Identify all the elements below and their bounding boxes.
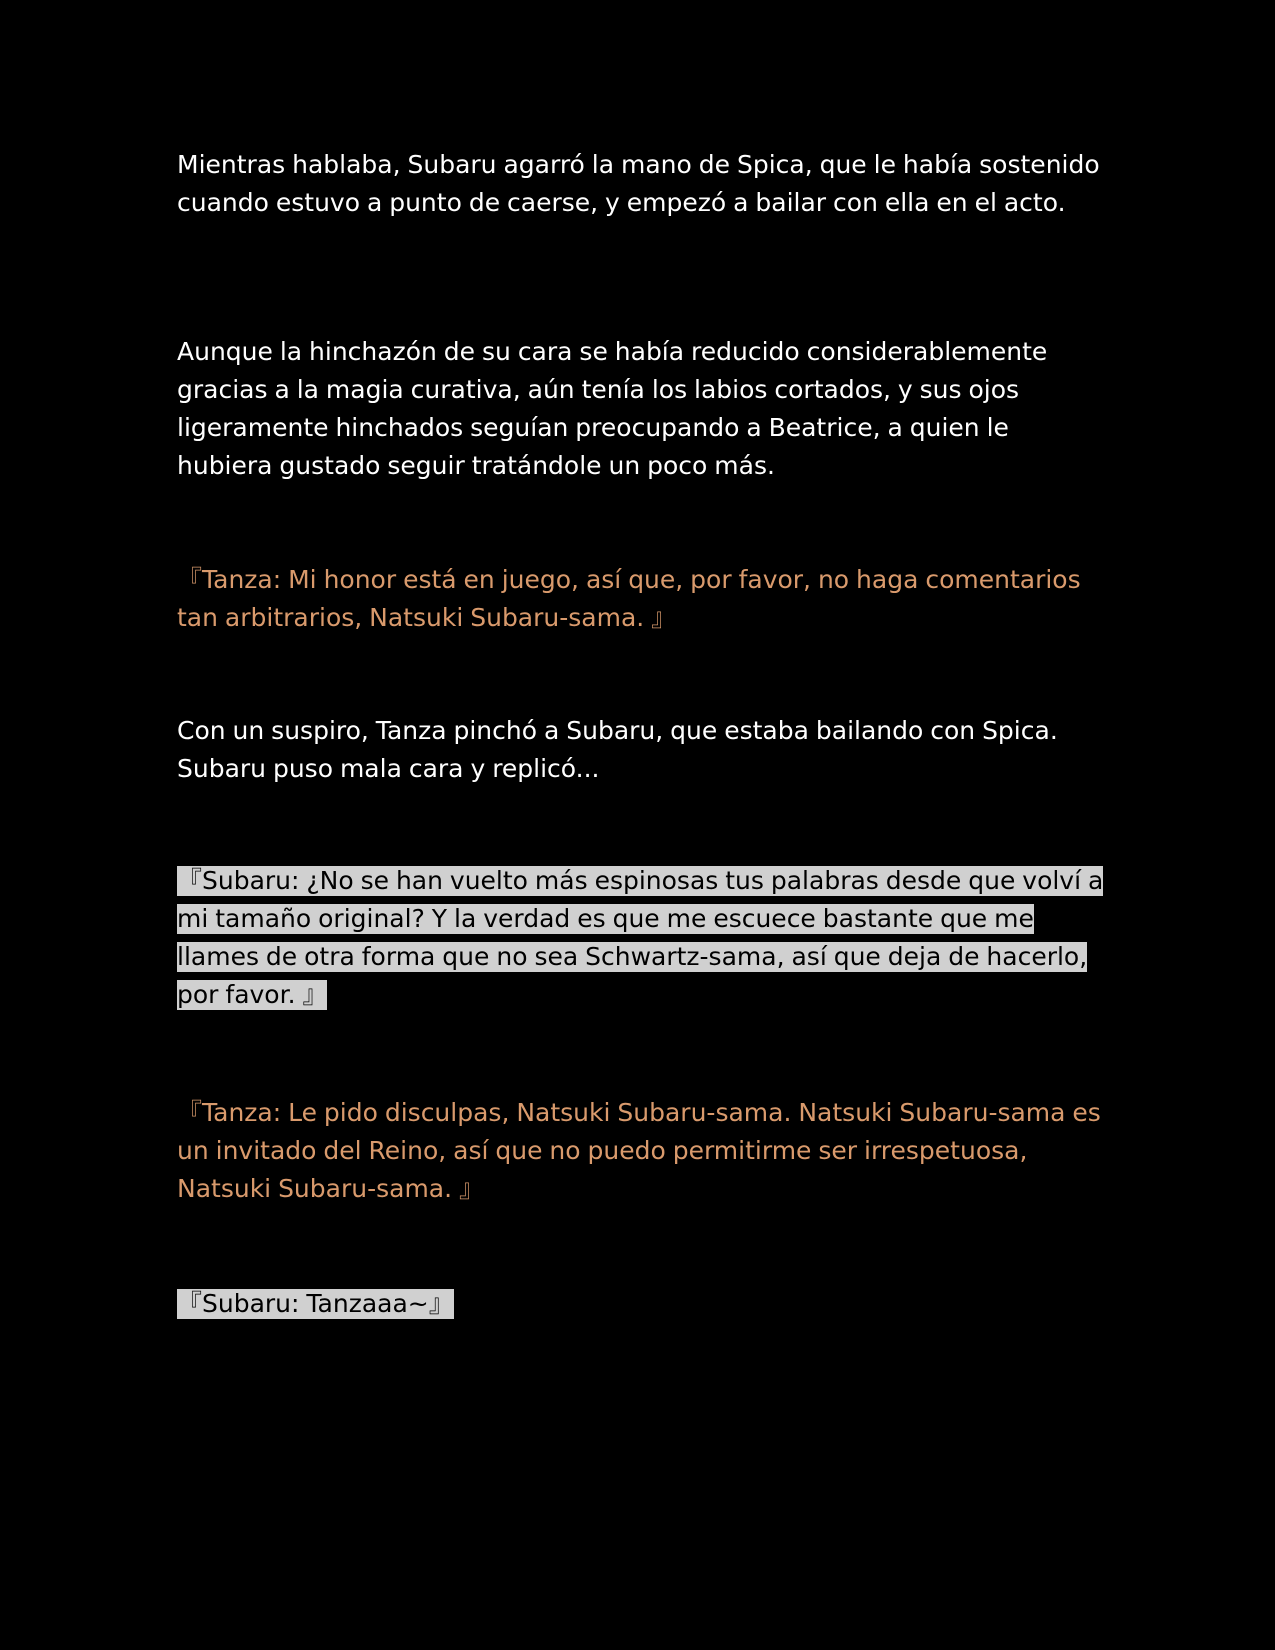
subaru-dialogue-text: 『Subaru: Tanzaaa~』 [177, 1289, 454, 1318]
narration-paragraph [177, 146, 1107, 222]
narration-paragraph [177, 712, 1107, 788]
tanza-dialogue [177, 1094, 1107, 1208]
narration-paragraph [177, 333, 1107, 485]
subaru-dialogue [177, 862, 1107, 1014]
subaru-dialogue [177, 1285, 1107, 1323]
tanza-dialogue-text: 『Tanza: Le pido disculpas, Natsuki Subaru-sama. Natsuki Subaru-sama es un invitado del Reino, así que no puedo permitirme ser irrespetuosa, Natsuki Subaru-sama. 』 [177, 1098, 1101, 1203]
tanza-dialogue-text: 『Tanza: Mi honor está en juego, así que, por favor, no haga comentarios tan arbitrarios, Natsuki Subaru-sama. 』 [177, 565, 1081, 632]
narration-text: Aunque la hinchazón de su cara se había reducido considerablemente gracias a la magia curativa, aún tenía los labios cortados, y sus ojos ligeramente hinchados seguían preocupando a Beatrice, a quien le hubiera gustado seguir tratándole un poco más. [177, 337, 1048, 480]
subaru-dialogue-text: 『Subaru: ¿No se han vuelto más espinosas tus palabras desde que volví a mi tamaño original? Y la verdad es que me escuece bastante que me llames de otra forma que no sea Schwartz-sama, así que deja de hacerlo, por favor. 』 [177, 866, 1104, 1009]
narration-text: Mientras hablaba, Subaru agarró la mano de Spica, que le había sostenido cuando estuvo a punto de caerse, y empezó a bailar con ella en el acto. [177, 150, 1100, 217]
tanza-dialogue [177, 561, 1107, 637]
narration-text: Con un suspiro, Tanza pinchó a Subaru, que estaba bailando con Spica. Subaru puso mala cara y replicó... [177, 716, 1058, 783]
